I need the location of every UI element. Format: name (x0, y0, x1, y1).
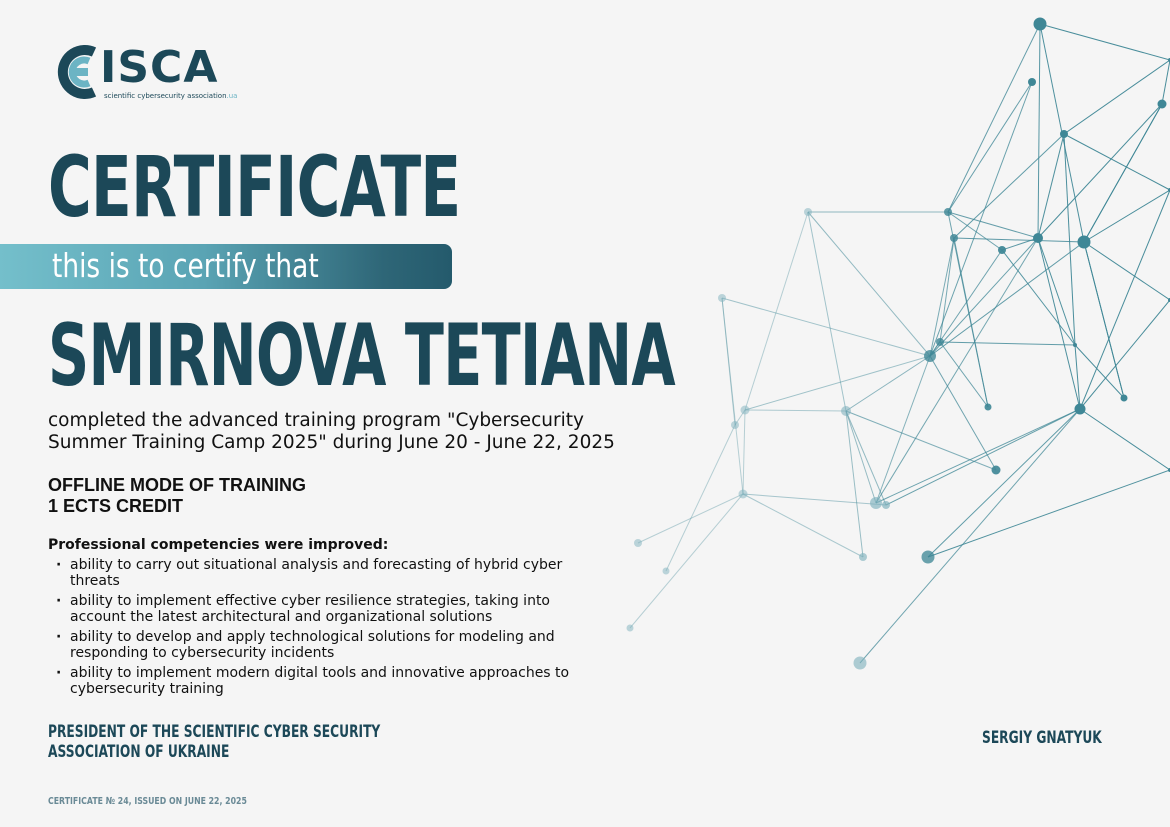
network-node (1060, 130, 1068, 138)
network-edge (886, 409, 1080, 505)
competency-item: · ability to implement effective cyber resilience strategies, taking into account the latest architectural and organizational solutions (48, 593, 608, 625)
network-edge (860, 409, 1080, 663)
network-edge (1038, 24, 1040, 238)
network-node (854, 657, 867, 670)
network-edge (638, 494, 743, 543)
logo-subtitle: scientific cybersecurity association.ua (104, 92, 238, 100)
network-node (1121, 395, 1128, 402)
network-edge (630, 494, 743, 628)
competencies-heading: Professional competencies were improved: (48, 537, 389, 553)
network-node (1033, 233, 1043, 243)
network-edge (808, 212, 930, 356)
network-node (924, 350, 936, 362)
network-edge (930, 242, 1084, 356)
network-node (870, 497, 882, 509)
president-line-2: ASSOCIATION OF UKRAINE (48, 742, 230, 762)
logo-wordmark: ISCA (100, 42, 219, 93)
network-edge (1002, 250, 1075, 345)
network-edge (743, 410, 745, 494)
training-mode: OFFLINE MODE OF TRAINING (48, 475, 306, 495)
isca-logo (56, 42, 238, 104)
network-edge (1075, 345, 1124, 398)
training-details (48, 475, 306, 517)
network-edge (930, 82, 1032, 356)
network-edge (928, 470, 1170, 557)
network-edge (954, 134, 1064, 238)
logo-c-emblem (56, 44, 102, 100)
network-edge (876, 409, 1080, 503)
network-node (998, 246, 1006, 254)
network-edge (846, 411, 886, 505)
network-edge (743, 494, 886, 505)
network-edge (1038, 134, 1064, 238)
network-node (922, 551, 935, 564)
network-edge (745, 212, 808, 410)
network-node (1158, 100, 1167, 109)
network-edges (630, 24, 1170, 663)
network-node (1073, 343, 1077, 347)
network-node (663, 568, 670, 575)
network-edge (876, 356, 930, 503)
certificate-title: CERTIFICATE (48, 138, 461, 236)
network-edge (846, 411, 876, 503)
network-edge (948, 82, 1032, 212)
network-node (627, 625, 634, 632)
network-nodes (627, 18, 1170, 670)
competencies-list (48, 557, 608, 701)
network-node (882, 501, 890, 509)
president-line-1: PRESIDENT OF THE SCIENTIFIC CYBER SECURITY (48, 722, 381, 742)
network-edge (808, 212, 846, 411)
network-node (936, 338, 944, 346)
network-edge (1064, 134, 1075, 345)
network-node (1028, 78, 1036, 86)
network-edge (1080, 190, 1170, 409)
network-node (985, 404, 992, 411)
network-edge (1040, 24, 1170, 60)
signer-name: SERGIY GNATYUK (982, 728, 1102, 748)
network-edge (1064, 60, 1170, 134)
network-node (634, 539, 642, 547)
network-node (731, 421, 739, 429)
completion-line-1: completed the advanced training program "Cybersecurity (48, 410, 584, 431)
network-edge (1084, 104, 1162, 242)
network-node (859, 553, 867, 561)
certificate-number: CERTIFICATE № 24, ISSUED ON JUNE 22, 2025 (48, 796, 247, 807)
ects-credit: 1 ECTS CREDIT (48, 496, 184, 516)
network-edge (940, 342, 988, 407)
network-node (741, 406, 750, 415)
network-edge (743, 494, 863, 557)
network-edge (940, 238, 954, 342)
network-edge (1084, 190, 1170, 242)
completion-line-2: Summer Training Camp 2025" during June 20 - June 22, 2025 (48, 432, 615, 453)
network-node (841, 406, 851, 416)
recipient-name: SMIRNOVA TETIANA (48, 306, 676, 406)
competency-item: · ability to implement modern digital tools and innovative approaches to cybersecurity training (48, 665, 608, 697)
network-node (1078, 236, 1091, 249)
network-edge (1038, 104, 1162, 238)
network-node (992, 466, 1001, 475)
network-edge (876, 238, 1038, 503)
network-node (950, 234, 958, 242)
network-edge (846, 411, 863, 557)
network-edge (1162, 60, 1170, 104)
competency-item: · ability to develop and apply technological solutions for modeling and responding to cybersecurity incidents (48, 629, 608, 661)
network-edge (928, 409, 1080, 557)
president-title (48, 722, 380, 762)
network-node (1034, 18, 1047, 31)
network-node (1075, 404, 1086, 415)
network-edge (948, 212, 1038, 238)
network-node (944, 208, 952, 216)
network-edge (954, 238, 988, 407)
competency-item: · ability to carry out situational analysis and forecasting of hybrid cyber threats (48, 557, 608, 589)
network-edge (1080, 300, 1170, 409)
network-edge (1064, 134, 1170, 190)
network-edge (846, 356, 930, 411)
network-edge (722, 298, 743, 494)
network-node (804, 208, 812, 216)
network-node (739, 490, 748, 499)
network-edge (940, 342, 1075, 345)
certify-line: this is to certify that (52, 246, 319, 285)
network-edge (1038, 238, 1075, 345)
network-edge (745, 410, 846, 411)
completion-text (48, 410, 688, 454)
network-edge (1080, 409, 1170, 470)
network-node (718, 294, 726, 302)
